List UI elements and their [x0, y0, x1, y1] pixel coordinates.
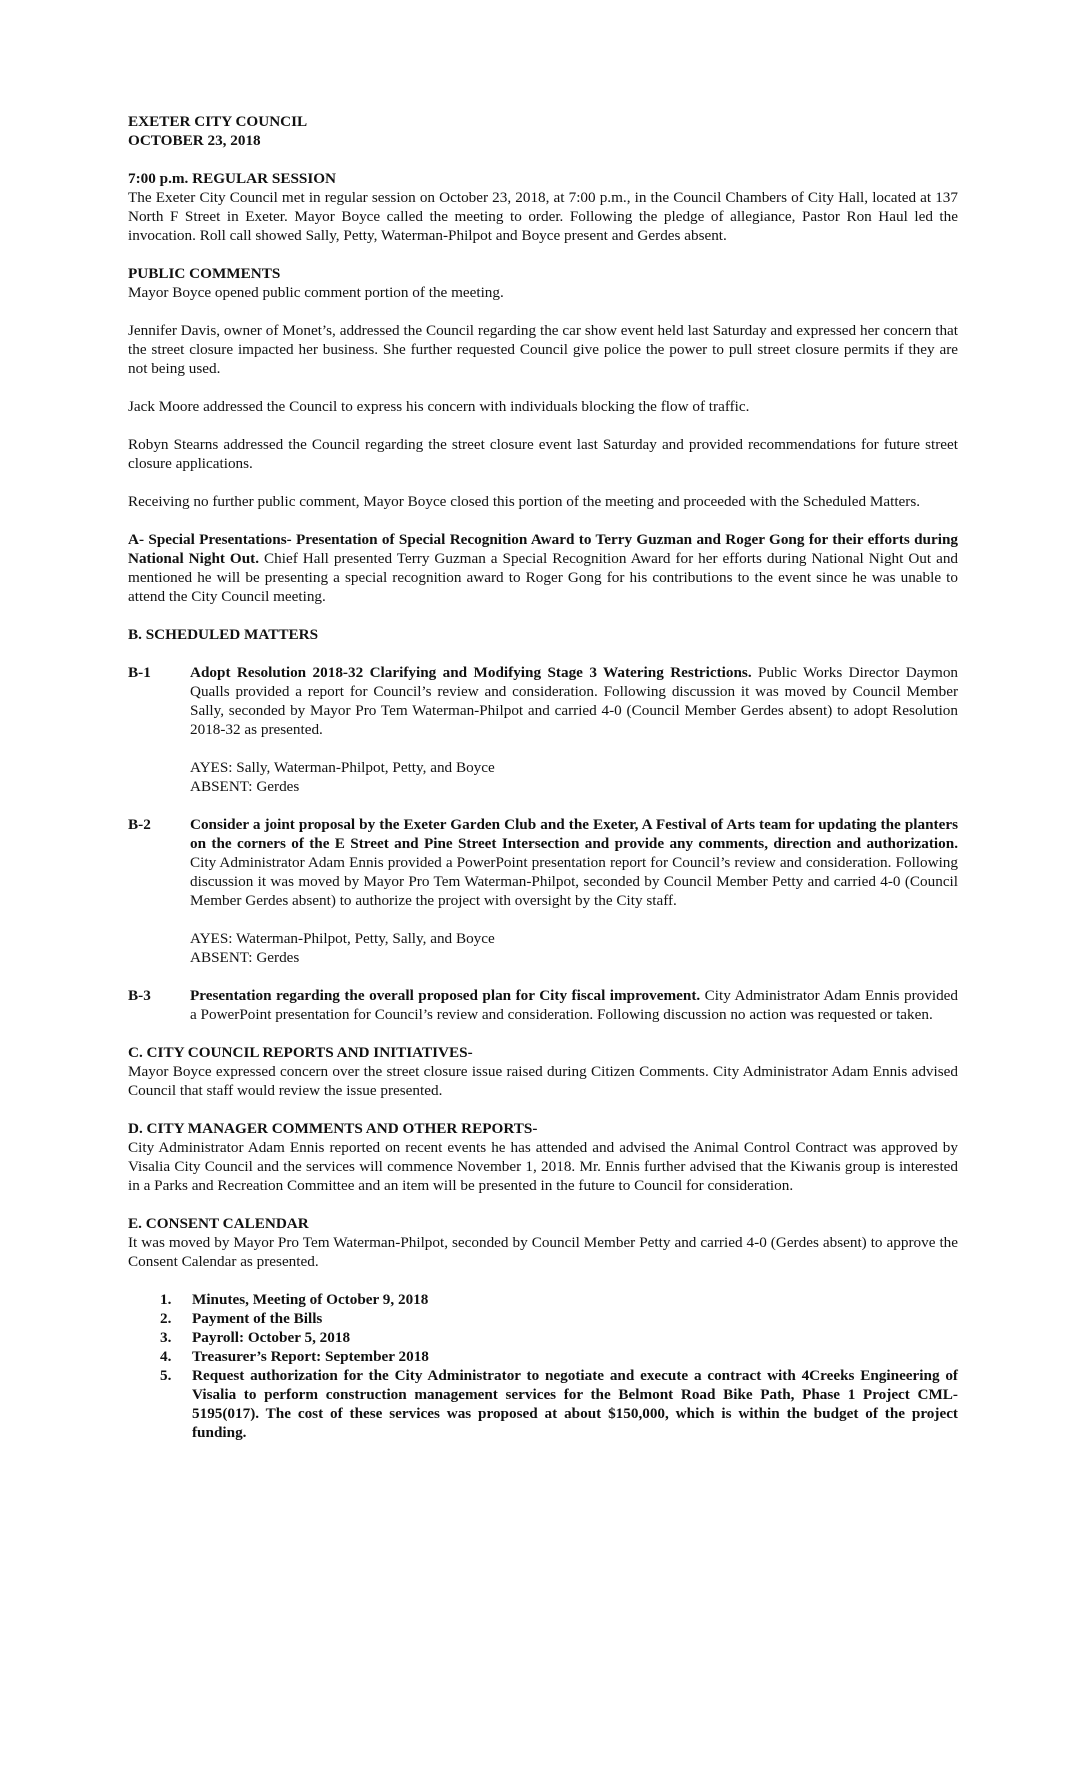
- consent-item: [128, 1366, 958, 1442]
- consent-item-text: Treasurer’s Report: September 2018: [192, 1348, 429, 1365]
- vote-absent: ABSENT: Gerdes: [190, 778, 300, 795]
- consent-item-number: 5.: [160, 1367, 172, 1384]
- agenda-item-title: Presentation regarding the overall proposed plan for City fiscal improvement.: [190, 987, 701, 1004]
- consent-item-number: 1.: [160, 1291, 172, 1308]
- consent-item-number: 4.: [160, 1348, 172, 1365]
- special-presentations-title: A- Special Presentations- Presentation of Special Recognition Award to Terry Guzman and Roger Gong for their efforts during National Night Out.: [128, 531, 958, 567]
- public-comment-paragraph: Jack Moore addressed the Council to express his concern with individuals blocking the flow of traffic.: [128, 398, 750, 415]
- public-comment-paragraph: Mayor Boyce opened public comment portion of the meeting.: [128, 284, 504, 301]
- consent-item-text: Minutes, Meeting of October 9, 2018: [192, 1291, 429, 1308]
- agenda-item-b3: [128, 986, 958, 1024]
- vote-ayes: AYES: Waterman-Philpot, Petty, Sally, and Boyce: [190, 930, 495, 947]
- consent-item-text: Payment of the Bills: [192, 1310, 323, 1327]
- agenda-item-b2: [128, 815, 958, 910]
- minutes-page: [128, 112, 958, 1442]
- agenda-item-b1: [128, 663, 958, 739]
- regular-session-body: The Exeter City Council met in regular session on October 23, 2018, at 7:00 p.m., in the Council Chambers of City Hall, located at 137 North F Street in Exeter. Mayor Boyce called the meeting to order. Following the pledge of allegiance, Pastor Ron Haul led the invocation. Roll call showed Sally, Petty, Waterman-Philpot and Boyce present and Gerdes absent.: [128, 189, 958, 244]
- public-comments-heading: PUBLIC COMMENTS: [128, 265, 281, 282]
- special-presentations: [128, 530, 958, 606]
- consent-item-number: 3.: [160, 1329, 172, 1346]
- council-reports-body: Mayor Boyce expressed concern over the street closure issue raised during Citizen Comments. City Administrator Adam Ennis advised Council that staff would review the issue presented.: [128, 1063, 958, 1099]
- consent-calendar-heading: E. CONSENT CALENDAR: [128, 1215, 309, 1232]
- public-comment-paragraph: Receiving no further public comment, Mayor Boyce closed this portion of the meeting and proceeded with the Scheduled Matters.: [128, 493, 921, 510]
- agenda-item-body: Public Works Director Daymon Qualls provided a report for Council’s review and consideration. Following discussion it was moved by Council Member Sally, seconded by Mayor Pro Tem Waterman-Philpot and carried 4-0 (Council Member Gerdes absent) to adopt Resolution 2018-32 as presented.: [190, 664, 959, 738]
- agenda-item-label: B-3: [128, 987, 151, 1004]
- meeting-date: OCTOBER 23, 2018: [128, 132, 261, 149]
- manager-comments-body: City Administrator Adam Ennis reported on recent events he has attended and advised the Animal Control Contract was approved by Visalia City Council and the services will commence November 1, 2018. Mr. Ennis further advised that the Kiwanis group is interested in a Parks and Recreation Committee and an item will be presented in the future to Council for consideration.: [128, 1139, 958, 1194]
- council-reports-heading: C. CITY COUNCIL REPORTS AND INITIATIVES-: [128, 1044, 473, 1061]
- consent-item: [128, 1328, 958, 1347]
- public-comment-paragraph: Jennifer Davis, owner of Monet’s, addressed the Council regarding the car show event held last Saturday and expressed her concern that the street closure impacted her business. She further requested Council give police the power to pull street closure permits if they are not being used.: [128, 322, 958, 377]
- consent-item: [128, 1290, 958, 1309]
- consent-calendar-body: It was moved by Mayor Pro Tem Waterman-Philpot, seconded by Council Member Petty and carried 4-0 (Gerdes absent) to approve the Consent Calendar as presented.: [128, 1234, 958, 1270]
- council-name: EXETER CITY COUNCIL: [128, 113, 308, 130]
- special-presentations-body: Chief Hall presented Terry Guzman a Special Recognition Award for her efforts during National Night Out and mentioned he will be presenting a special recognition award to Roger Gong for his contributions to the event since he was unable to attend the City Council meeting.: [128, 550, 959, 605]
- agenda-item-label: B-1: [128, 664, 151, 681]
- scheduled-matters-heading: B. SCHEDULED MATTERS: [128, 626, 319, 643]
- manager-comments-heading: D. CITY MANAGER COMMENTS AND OTHER REPORTS-: [128, 1120, 538, 1137]
- consent-item-text: Request authorization for the City Administrator to negotiate and execute a contract with 4Creeks Engineering of Visalia to perform construction management services for the Belmont Road Bike Path, Phase 1 Project CML-5195(017). The cost of these services was proposed at about $150,000, which is within the budget of the project funding.: [192, 1367, 958, 1441]
- consent-item: [128, 1347, 958, 1366]
- agenda-item-label: B-2: [128, 816, 151, 833]
- consent-item-text: Payroll: October 5, 2018: [192, 1329, 351, 1346]
- agenda-item-body: City Administrator Adam Ennis provided a PowerPoint presentation for Council’s review and consideration. Following discussion no action was requested or taken.: [190, 987, 959, 1023]
- vote-absent: ABSENT: Gerdes: [190, 949, 300, 966]
- public-comment-paragraph: Robyn Stearns addressed the Council regarding the street closure event last Saturday and provided recommendations for future street closure applications.: [128, 436, 958, 472]
- vote-ayes: AYES: Sally, Waterman-Philpot, Petty, and Boyce: [190, 759, 495, 776]
- agenda-item-title: Consider a joint proposal by the Exeter Garden Club and the Exeter, A Festival of Arts team for updating the planters on the corners of the E Street and Pine Street Intersection and provide any comments, direction and authorization.: [190, 816, 958, 852]
- consent-item-number: 2.: [160, 1310, 172, 1327]
- consent-calendar-list: [128, 1290, 958, 1442]
- agenda-item-body: City Administrator Adam Ennis provided a PowerPoint presentation report for Council’s review and consideration. Following discussion it was moved by Mayor Pro Tem Waterman-Philpot, seconded by Council Member Petty and carried 4-0 (Council Member Gerdes absent) to authorize the project with oversight by the City staff.: [190, 854, 958, 909]
- consent-item: [128, 1309, 958, 1328]
- regular-session-heading: 7:00 p.m. REGULAR SESSION: [128, 170, 337, 187]
- agenda-item-title: Adopt Resolution 2018-32 Clarifying and Modifying Stage 3 Watering Restrictions.: [190, 664, 752, 681]
